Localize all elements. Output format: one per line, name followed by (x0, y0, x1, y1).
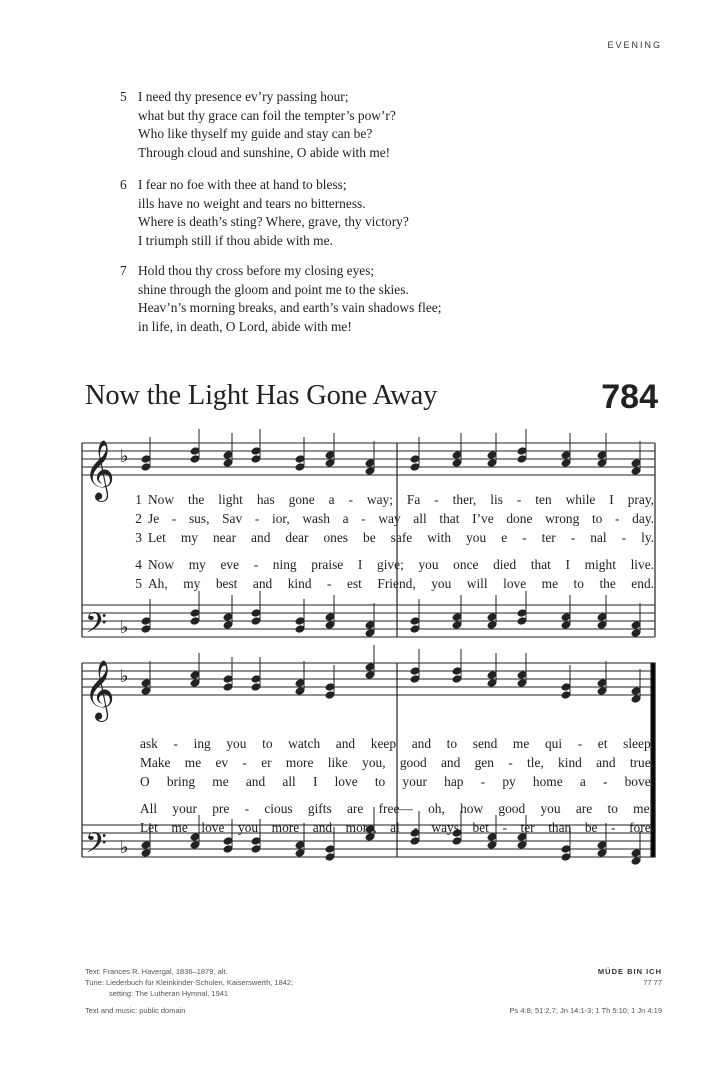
stanza-line: Through cloud and sunshine, O abide with me! (138, 144, 391, 160)
tune-info (510, 966, 662, 1016)
lyric-line (140, 755, 654, 774)
lyric-line (82, 492, 654, 511)
bass-clef-icon: 𝄢 (85, 827, 107, 867)
flat-key-signature: ♭ (120, 617, 129, 638)
stanza-line: I fear no foe with thee at hand to bless; (138, 177, 347, 192)
lyric-text: Ah, my best and kind - est Friend, you will love me to the end. (148, 576, 654, 591)
meter: 77 77 (643, 978, 662, 987)
scripture-refs: Ps 4:8; 51:2,7; Jn 14:1-3; 1 Th 5:10; 1 Jn 4:19 (509, 1006, 662, 1015)
rights-note: Text and music: public domain (85, 1006, 186, 1015)
lyric-line (140, 774, 654, 793)
stanza-line: ills have no weight and tears no bitterness. (138, 195, 366, 211)
stanza-line: Who like thyself my guide and stay can be? (138, 126, 373, 141)
lyrics-system-1 (82, 492, 654, 595)
lyric-text: Now my eve - ning praise I give; you once died that I might live. (148, 557, 654, 572)
section-header: EVENING (607, 40, 662, 50)
lyric-text: O bring me and all I love to your hap - py home a - bove. (140, 774, 654, 789)
hymn-title: Now the Light Has Gone Away (85, 380, 438, 411)
treble-clef-icon: 𝄞 (84, 660, 115, 720)
tune-name: MÜDE BIN ICH (597, 967, 662, 976)
lyric-text: Je - sus, Sav - ior, wash a - way all that I’ve done wrong to - day. (148, 511, 654, 526)
verse-number: 3 (135, 530, 142, 545)
stanza-line: I need thy presence ev’ry passing hour; (138, 89, 349, 104)
lyric-text: ask - ing you to watch and keep and to send me qui - et sleep. (140, 736, 654, 751)
stanza-line: Heav’n’s morning breaks, and earth’s vain shadows flee; (138, 300, 442, 315)
lyric-text: Now the light has gone a - way; Fa - ther, lis - ten while I pray, (148, 492, 654, 507)
lyrics-system-2 (140, 736, 654, 839)
stanza-line: Where is death’s sting? Where, grave, thy victory? (138, 214, 409, 229)
stanza-number: 6 (120, 177, 127, 192)
flat-key-signature: ♭ (120, 837, 129, 858)
lyric-text: Let my near and dear ones be safe with you e - ter - nal - ly. (148, 530, 654, 545)
lyric-line (82, 576, 654, 595)
lyric-line (82, 511, 654, 530)
lyric-text: Make me ev - er more like you, good and gen - tle, kind and true. (140, 755, 654, 770)
bass-clef-icon: 𝄢 (85, 607, 107, 647)
tune-credit: Tune: Liederbuch für Kleinkinder-Schulen, Kaiserswerth, 1842; (85, 978, 294, 987)
lyric-line (140, 820, 654, 839)
stanza-line: I triumph still if thou abide with me. (138, 232, 333, 248)
flat-key-signature: ♭ (120, 446, 129, 467)
stanza-line: Hold thou thy cross before my closing eyes; (138, 263, 375, 278)
credits (85, 966, 293, 1016)
stanza-line: shine through the gloom and point me to the skies. (138, 281, 409, 297)
verse-number: 1 (135, 492, 142, 507)
lyric-line (82, 557, 654, 576)
stanza-line: what but thy grace can foil the tempter’s pow’r? (138, 107, 396, 123)
text-credit: Text: Frances R. Havergal, 1836–1879, alt. (85, 967, 228, 976)
hymn-number: 784 (601, 378, 658, 416)
stanza-line: in life, in death, O Lord, abide with me! (138, 318, 352, 334)
verse-number: 4 (135, 557, 142, 572)
lyric-line (140, 736, 654, 755)
lyric-text: Let me love you more and more, al - ways bet - ter than be - fore. (140, 820, 654, 835)
stanza-number: 5 (120, 89, 127, 104)
lyric-line (82, 530, 654, 549)
setting-credit: setting: The Lutheran Hymnal, 1941 (109, 989, 229, 998)
lyric-text: All your pre - cious gifts are free— oh, how good you are to me! (140, 801, 654, 816)
stanza-number: 7 (120, 263, 127, 278)
verse-number: 2 (135, 511, 142, 526)
lyric-line (140, 801, 654, 820)
flat-key-signature: ♭ (120, 666, 129, 687)
verse-number: 5 (135, 576, 142, 591)
treble-clef-icon: 𝄞 (84, 440, 115, 500)
